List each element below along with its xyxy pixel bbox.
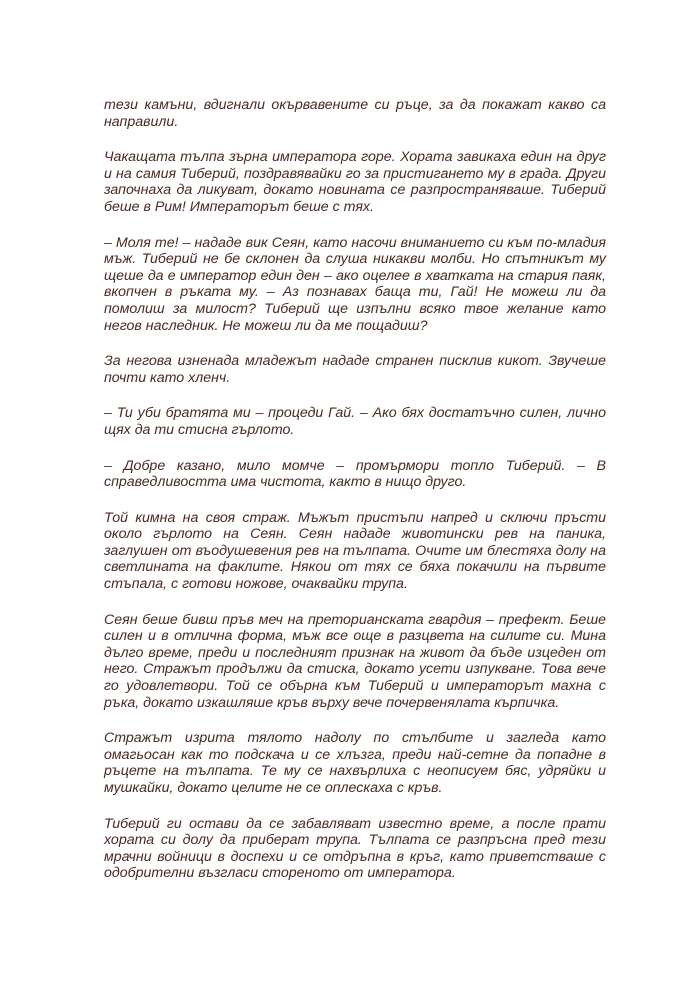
paragraph-4: За негова изненада младежът нададе странен писклив кикот. Звучеше почти като хленч. [104, 353, 606, 386]
paragraph-7: Той кимна на своя страж. Мъжът пристъпи напред и сключи пръсти около гърлото на Сеян. Сеян нададе животински рев на паника, заглушен от въодушевения рев на тълпата. Очите им блестяха долу на светлината на факлите. Някои от тях се бяха покачили на първите стъпала, с готови ножове, очаквайки трупа. [104, 509, 606, 593]
paragraph-2: Чакащата тълпа зърна императора горе. Хората завикаха един на друг и на самия Тиберий, поздравявайки го за пристигането му в града. Други започнаха да ликуват, докато новината се разпространяваше. Тиберий беше в Рим! Императорът беше с тях. [104, 149, 606, 215]
body-text [104, 97, 606, 901]
paragraph-3: – Моля те! – нададе вик Сеян, като насочи вниманието си към по-младия мъж. Тиберий не бе склонен да слуша никакви молби. Но спътникът му щеше да е император един ден – ако оцелее в хватката на стария паяк, вкопчен в ръката му. – Аз познавах баща ти, Гай! Не можеш ли да помолиш за милост? Тиберий ще изпълни всяко твое желание като негов наследник. Не можеш ли да ме пощадиш? [104, 234, 606, 334]
paragraph-1: тези камъни, вдигнали окървавените си ръце, за да покажат какво са направили. [104, 97, 606, 130]
paragraph-10: Тиберий ги остави да се забавляват известно време, а после прати хората си долу да приберат трупа. Тълпата се разпръсна пред тези мрачни войници в доспехи и се отдръпна в кръг, като приветстваше с одобрителни възгласи стореното от императора. [104, 815, 606, 882]
paragraph-6: – Добре казано, мило момче – промърмори топло Тиберий. – В справедливостта има чистота, както в нищо друго. [104, 457, 606, 491]
paragraph-8: Сеян беше бивш пръв меч на преторианската гвардия – префект. Беше силен и в отлична форма, мъж все още в разцвета на силите си. Мина дълго време, преди и последният признак на живот да бъде изцеден от него. Стражът продължи да стиска, докато усети изпукване. Това вече го удовлетвори. Той се обърна към Тиберий и императорът махна с ръка, докато изкашляше кръв върху вече почервенялата кърпичка. [104, 611, 606, 711]
paragraph-5: – Ти уби братята ми – процеди Гай. – Ако бях достатъчно силен, лично щях да ти стисна гърлото. [104, 405, 606, 438]
paragraph-9: Стражът изрита тялото надолу по стълбите и загледа като омагьосан как то подскача и се хлъзга, преди най-сетне да попадне в ръцете на тълпата. Те му се нахвърлиха с неописуем бяс, удряйки и мушкайки, докато целите не се оплескаха с кръв. [104, 730, 606, 796]
